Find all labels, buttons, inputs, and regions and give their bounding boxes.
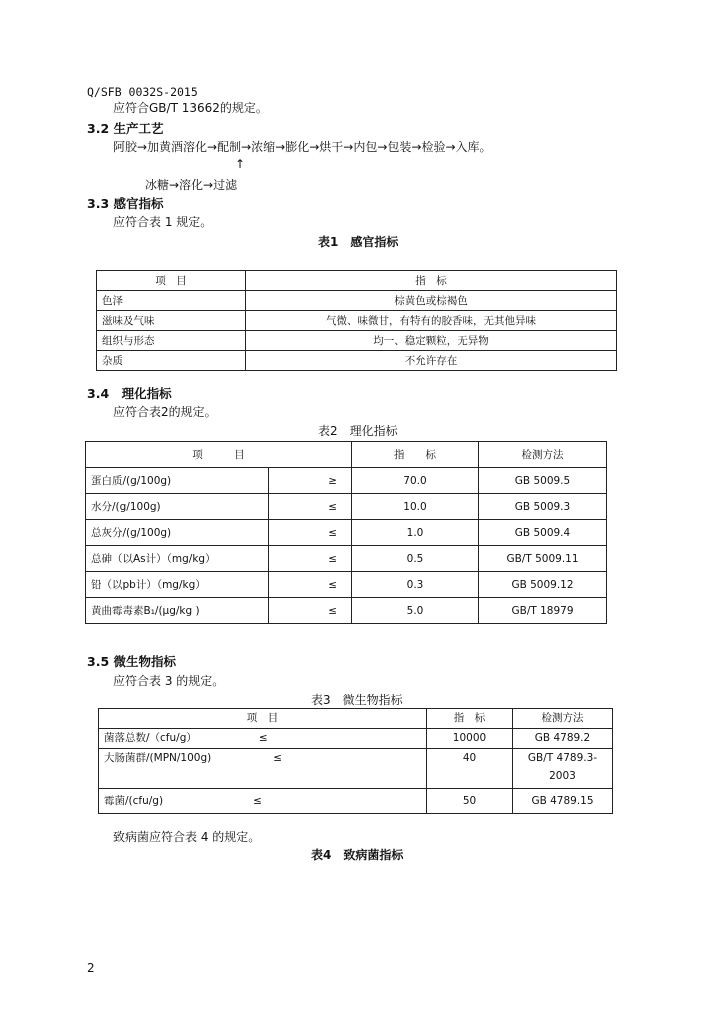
physicochemical-table [85,441,607,624]
indicator-cell: 均一、稳定颗粒，无异物 [246,331,617,351]
item-cell [99,729,427,749]
item-cell: 总灰分/(g/100g) [86,520,269,546]
indicator-cell: 气微、味微甘，有特有的胶香味，无其他异味 [246,311,617,331]
comparison-symbol: ≤ [258,732,268,744]
method-cell: GB/T 18979 [479,598,607,624]
header-item: 项 目 [97,271,246,291]
item-cell: 水分/(g/100g) [86,494,269,520]
header-item: 项 目 [86,442,352,468]
item-cell: 组织与形态 [97,331,246,351]
comparison-symbol: ≤ [269,520,352,546]
table-row [97,331,617,351]
table-4-caption: 表4 致病菌指标 [311,848,404,862]
value-cell: 50 [427,789,513,814]
item-cell: 铅（以pb计）（mg/kg） [86,572,269,598]
value-cell: 10000 [427,729,513,749]
header-item: 项 目 [99,709,427,729]
header-indicator: 指 标 [352,442,479,468]
item-cell: 滋味及气味 [97,311,246,331]
method-cell: GB/T 4789.3- 2003 [513,749,613,789]
table-row [99,749,613,789]
table-row [86,520,607,546]
process-sub-flow: 冰糖→溶化→过滤 [145,178,238,192]
section-3-5-text: 应符合表 3 的规定。 [113,674,225,688]
merge-arrow-icon: ↑ [234,157,246,171]
value-cell: 5.0 [352,598,479,624]
table-header-row [99,709,613,729]
value-cell: 1.0 [352,520,479,546]
item-label: 霉菌/(cfu/g) [104,795,164,807]
table-row [97,291,617,311]
comparison-symbol: ≥ [269,468,352,494]
table-row [86,494,607,520]
item-cell [99,789,427,814]
item-cell [99,749,427,789]
sensory-table [96,270,617,371]
indicator-cell: 棕黄色或棕褐色 [246,291,617,311]
item-cell: 黄曲霉毒素B₁/(μg/kg ) [86,598,269,624]
process-main-flow: 阿胶→加黄酒溶化→配制→浓缩→膨化→烘干→内包→包装→检验→入库。 [113,140,492,154]
table-row [86,546,607,572]
item-cell: 杂质 [97,351,246,371]
table-row [99,729,613,749]
method-cell: GB 5009.4 [479,520,607,546]
section-3-5-heading: 3.5 微生物指标 [87,654,176,669]
header-indicator: 指 标 [246,271,617,291]
comparison-symbol: ≤ [273,752,283,764]
header-method: 检测方法 [479,442,607,468]
microbiological-table [98,708,613,814]
table-row [86,598,607,624]
comparison-symbol: ≤ [269,572,352,598]
header-indicator: 指 标 [427,709,513,729]
method-cell: GB 4789.2 [513,729,613,749]
header-method: 检测方法 [513,709,613,729]
item-cell: 总砷（以As计）（mg/kg） [86,546,269,572]
table-3-caption: 表3 微生物指标 [311,693,403,707]
item-cell: 蛋白质/(g/100g) [86,468,269,494]
item-label: 菌落总数/（cfu/g） [104,732,197,744]
value-cell: 0.5 [352,546,479,572]
section-3-2-heading: 3.2 生产工艺 [87,121,164,136]
intro-line: 应符合GB/T 13662的规定。 [113,101,268,115]
table-row [97,351,617,371]
method-cell: GB/T 5009.11 [479,546,607,572]
section-3-4-heading: 3.4 理化指标 [87,386,172,401]
table-row [86,572,607,598]
value-cell: 0.3 [352,572,479,598]
comparison-symbol: ≤ [269,546,352,572]
value-cell: 40 [427,749,513,789]
table-header-row [97,271,617,291]
item-cell: 色泽 [97,291,246,311]
table-header-row [86,442,607,468]
table-2-caption: 表2 理化指标 [318,424,398,438]
comparison-symbol: ≤ [269,494,352,520]
section-3-3-heading: 3.3 感官指标 [87,196,164,211]
comparison-symbol: ≤ [269,598,352,624]
table-row [86,468,607,494]
section-3-3-text: 应符合表 1 规定。 [113,215,213,229]
comparison-symbol: ≤ [253,795,262,807]
method-cell: GB 4789.15 [513,789,613,814]
value-cell: 10.0 [352,494,479,520]
value-cell: 70.0 [352,468,479,494]
document-code: Q/SFB 0032S-2015 [87,85,198,99]
table-row [99,789,613,814]
section-3-4-text: 应符合表2的规定。 [113,405,217,419]
table-row [97,311,617,331]
page-number: 2 [87,961,95,975]
table-1-caption: 表1 感官指标 [318,235,399,249]
method-cell: GB 5009.3 [479,494,607,520]
pathogen-text: 致病菌应符合表 4 的规定。 [113,830,261,844]
item-label: 大肠菌群/(MPN/100g) [104,752,212,764]
method-cell: GB 5009.5 [479,468,607,494]
indicator-cell: 不允许存在 [246,351,617,371]
method-cell: GB 5009.12 [479,572,607,598]
